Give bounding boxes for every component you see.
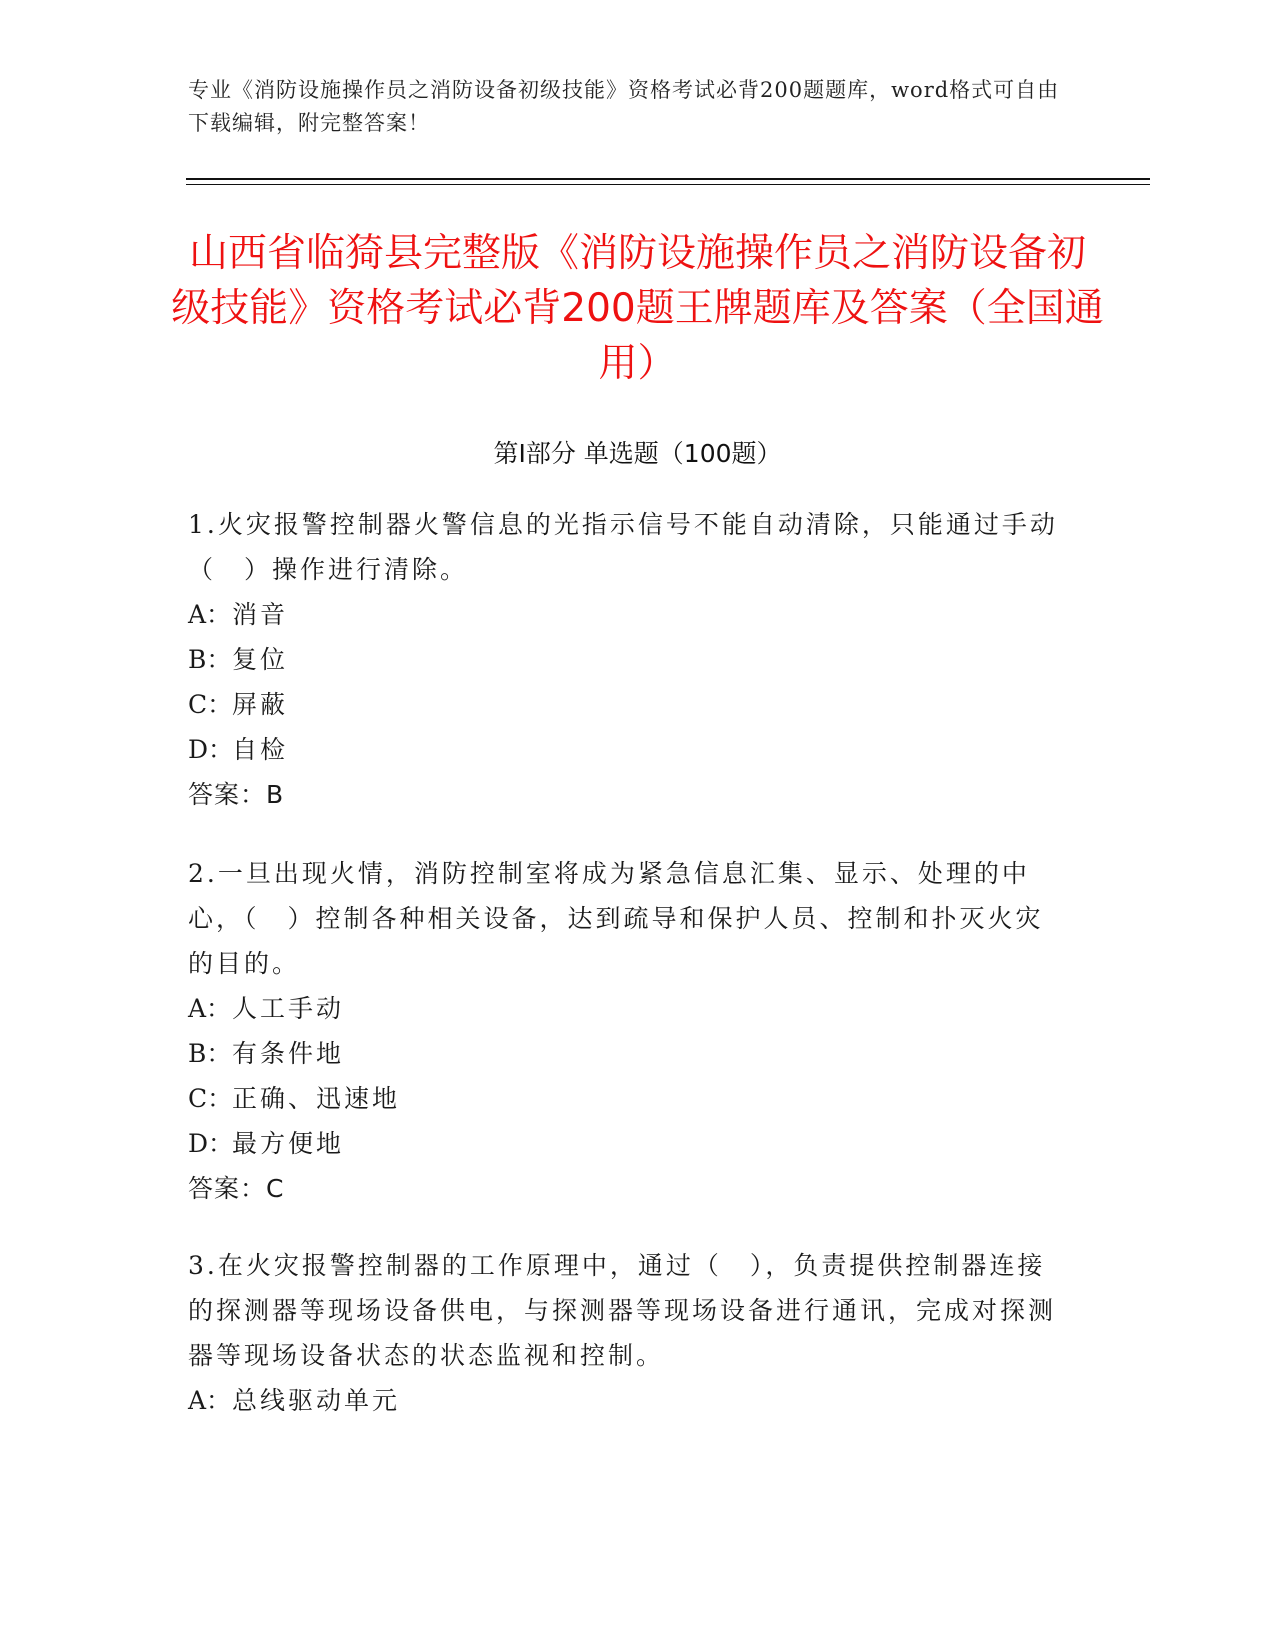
question-2: [188, 851, 1068, 1211]
option-key: D：: [188, 735, 234, 764]
option-c: [188, 1076, 1068, 1121]
document-title: 山西省临猗县完整版《消防设施操作员之消防设备初级技能》资格考试必背200题王牌题库及答案（全国通用）: [171, 231, 1104, 386]
answer-line: 答案：C: [188, 1174, 285, 1203]
option-text: 屏蔽: [232, 690, 289, 719]
option-key: D：: [188, 1129, 234, 1158]
question-1: [188, 502, 1068, 817]
question-3: [188, 1243, 1068, 1423]
option-key: B：: [188, 645, 232, 674]
question-stem: [188, 502, 1068, 592]
question-text: 一旦出现火情，消防控制室将成为紧急信息汇集、显示、处理的中心，（ ）控制各种相关设备，达到疏导和保护人员、控制和扑灭火灾的目的。: [188, 859, 1044, 978]
option-key: B：: [188, 1039, 232, 1068]
option-key: C：: [188, 1084, 233, 1113]
question-text: 火灾报警控制器火警信息的光指示信号不能自动清除，只能通过手动（ ）操作进行清除。: [188, 510, 1058, 584]
option-a: [188, 986, 1068, 1031]
header-rule-thin: [186, 184, 1150, 185]
question-stem: [188, 1243, 1068, 1378]
option-key: C：: [188, 690, 233, 719]
option-a: [188, 1378, 1068, 1423]
option-text: 有条件地: [232, 1039, 345, 1068]
header-note: 专业《消防设施操作员之消防设备初级技能》资格考试必背200题题库，word格式可自由下载编辑，附完整答案！: [188, 78, 1060, 135]
option-text: 消音: [232, 600, 289, 629]
option-d: [188, 727, 1068, 772]
question-number: 1.: [188, 510, 218, 539]
question-text: 在火灾报警控制器的工作原理中，通过（ ），负责提供控制器连接的探测器等现场设备供电，与探测器等现场设备进行通讯，完成对探测器等现场设备状态的状态监视和控制。: [188, 1251, 1057, 1370]
option-key: A：: [188, 600, 232, 629]
option-text: 人工手动: [232, 994, 345, 1023]
option-a: [188, 592, 1068, 637]
option-key: A：: [188, 994, 232, 1023]
header-rule-thick: [186, 178, 1150, 180]
option-b: [188, 637, 1068, 682]
option-text: 总线驱动单元: [232, 1386, 401, 1415]
option-key: A：: [188, 1386, 232, 1415]
section-title: 第Ⅰ部分 单选题（100题）: [493, 439, 782, 468]
option-text: 正确、迅速地: [232, 1084, 401, 1113]
option-text: 复位: [232, 645, 289, 674]
option-text: 自检: [232, 735, 289, 764]
question-number: 2.: [188, 859, 218, 888]
question-stem: [188, 851, 1068, 986]
option-text: 最方便地: [232, 1129, 345, 1158]
option-d: [188, 1121, 1068, 1166]
option-b: [188, 1031, 1068, 1076]
answer-line: 答案：B: [188, 780, 285, 809]
option-c: [188, 682, 1068, 727]
question-number: 3.: [188, 1251, 218, 1280]
